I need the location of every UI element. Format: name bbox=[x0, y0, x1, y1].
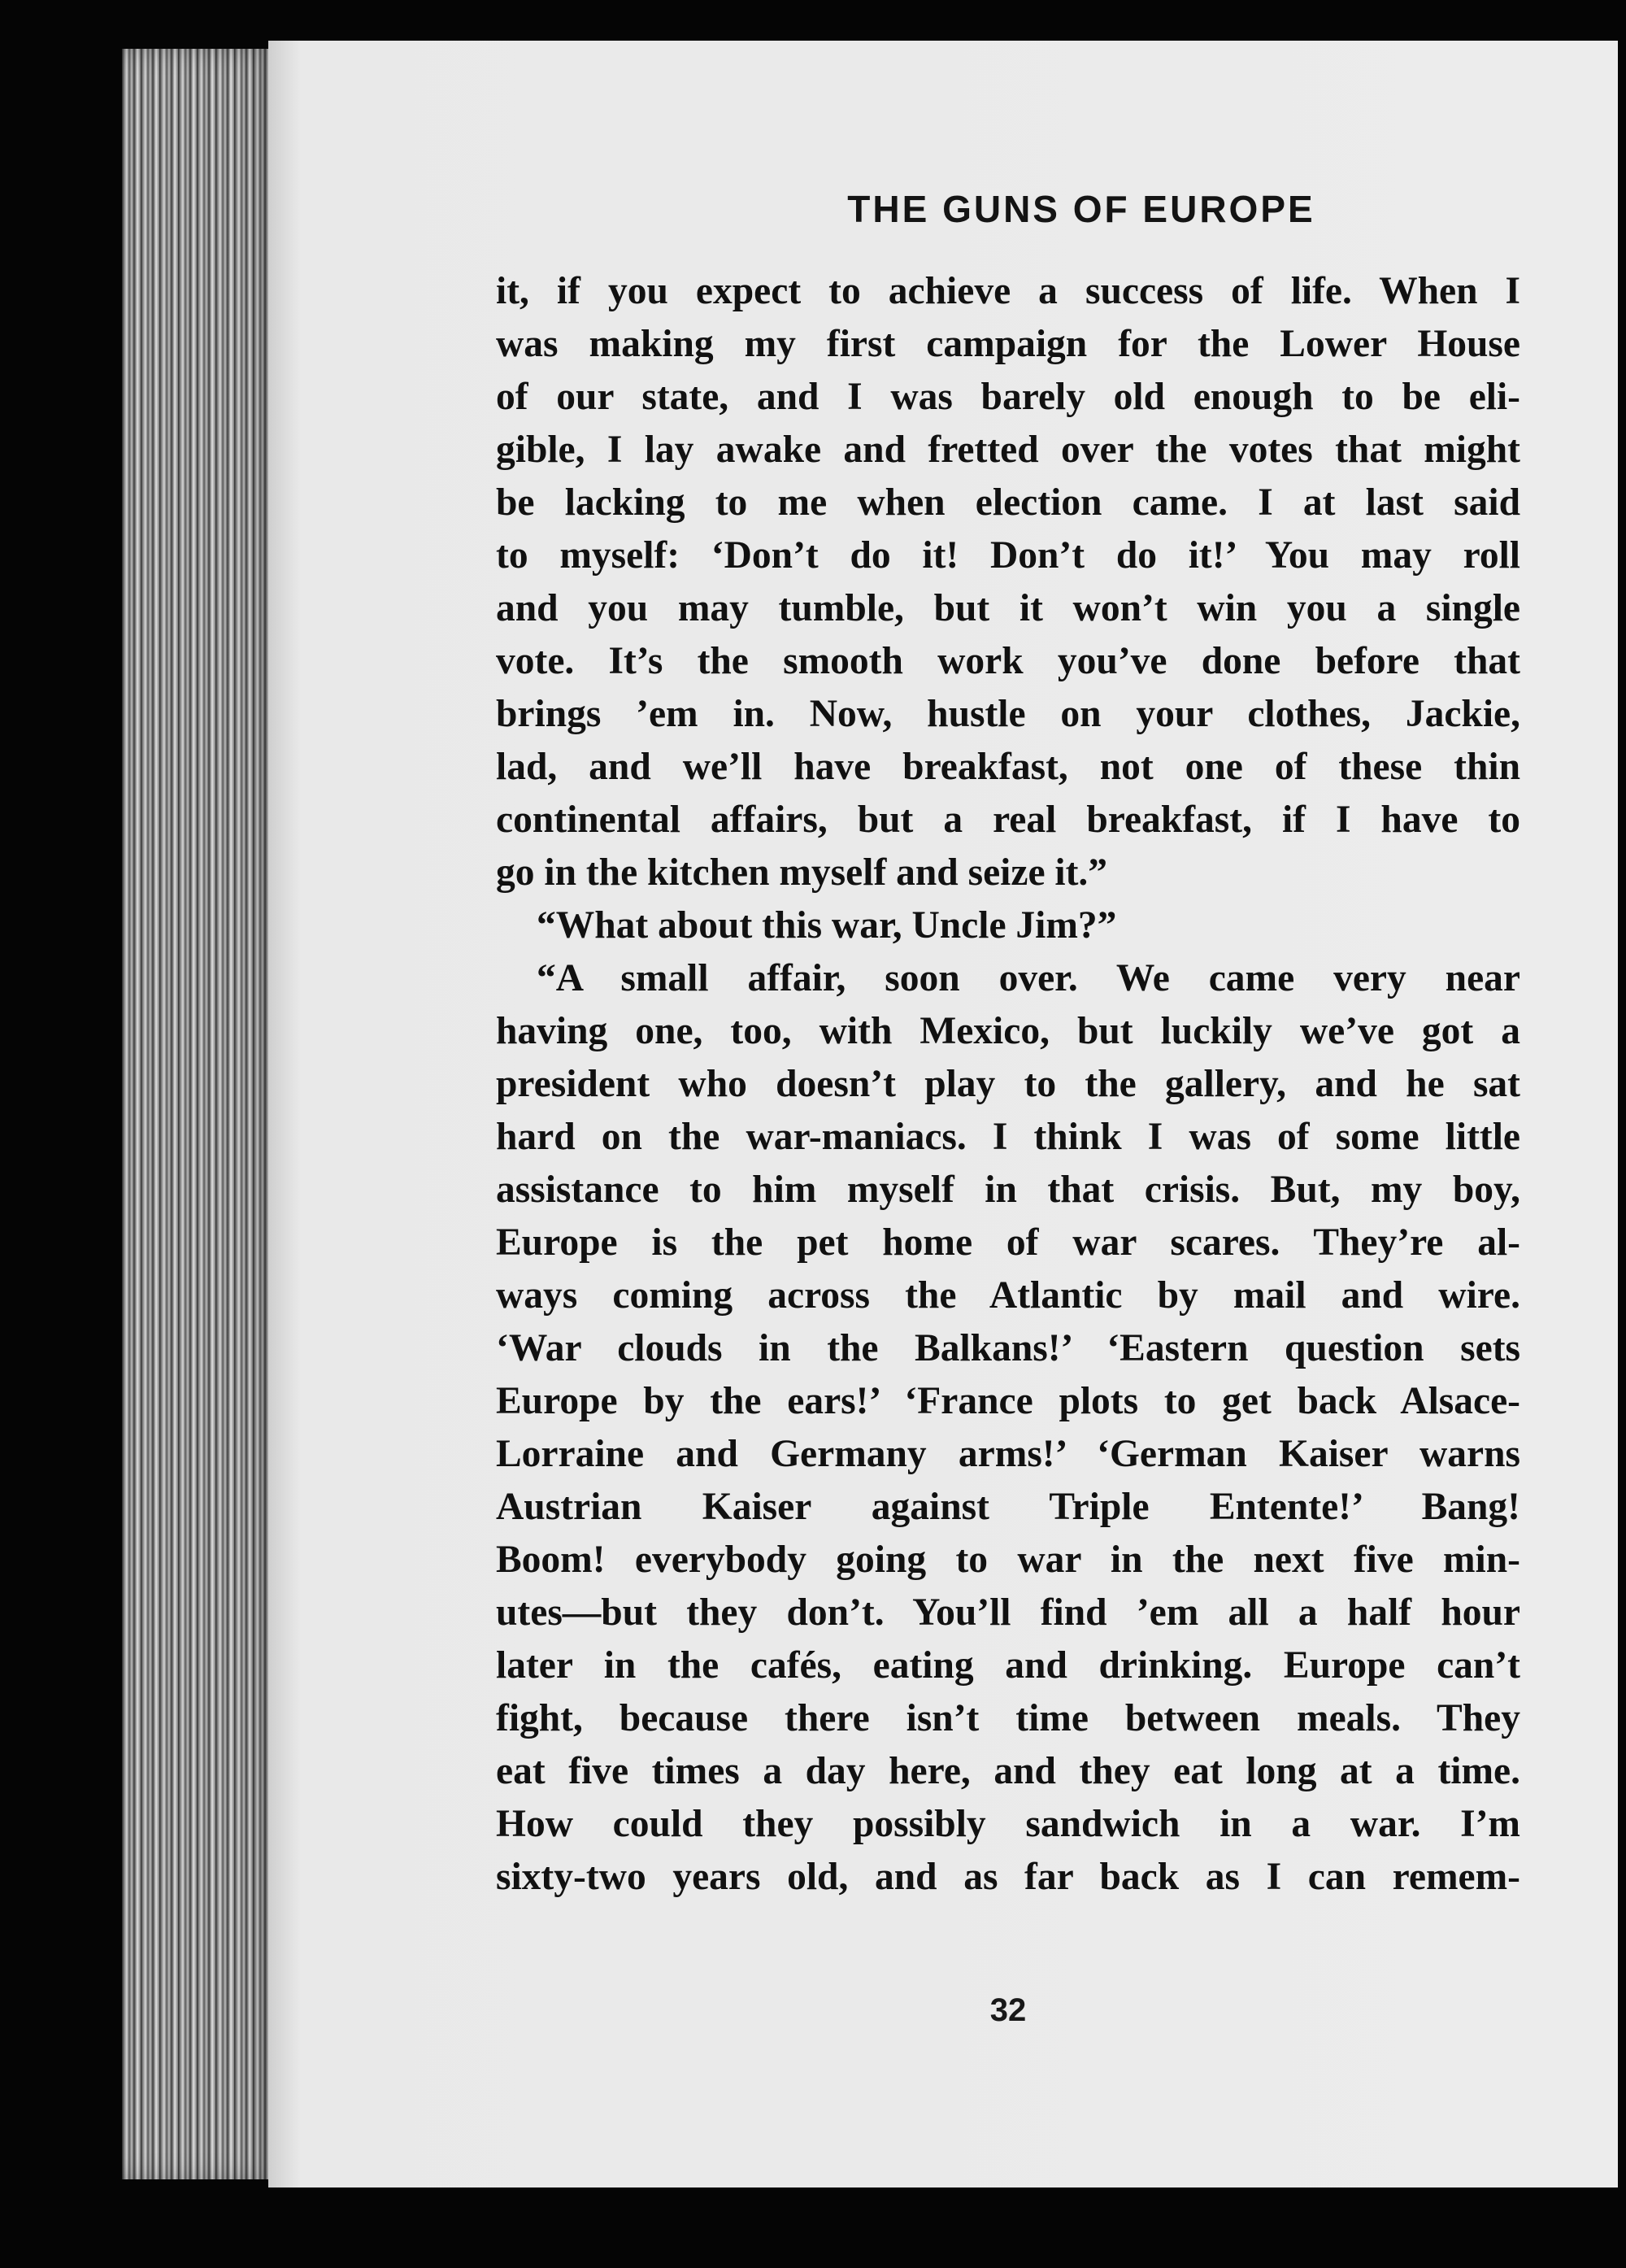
text-line: eat five times a day here, and they eat long at a time. bbox=[496, 1750, 1520, 1792]
text-line: ways coming across the Atlantic by mail and wire. bbox=[496, 1274, 1520, 1317]
text-line: hard on the war-maniacs. I think I was of some little bbox=[496, 1116, 1520, 1158]
body-text bbox=[496, 265, 1520, 1904]
page-content bbox=[496, 187, 1520, 2028]
text-line: and you may tumble, but it won’t win you a single bbox=[496, 587, 1520, 629]
text-line: How could they possibly sandwich in a war. I’m bbox=[496, 1803, 1520, 1845]
text-line: lad, and we’ll have breakfast, not one of these thin bbox=[496, 746, 1520, 788]
text-line: brings ’em in. Now, hustle on your clothes, Jackie, bbox=[496, 693, 1520, 735]
text-line: assistance to him myself in that crisis. But, my boy, bbox=[496, 1169, 1520, 1211]
text-line: Boom! everybody going to war in the next five min- bbox=[496, 1539, 1520, 1581]
running-head: THE GUNS OF EUROPE bbox=[847, 188, 1315, 230]
text-line: of our state, and I was barely old enough to be eli- bbox=[496, 376, 1520, 418]
text-line: Lorraine and Germany arms!’ ‘German Kaiser warns bbox=[496, 1433, 1520, 1475]
text-line: vote. It’s the smooth work you’ve done before that bbox=[496, 640, 1520, 682]
page-edges-stack bbox=[122, 49, 276, 2179]
text-line: later in the cafés, eating and drinking. Europe can’t bbox=[496, 1644, 1520, 1687]
text-line: ‘War clouds in the Balkans!’ ‘Eastern question sets bbox=[496, 1327, 1520, 1369]
text-line: gible, I lay awake and fretted over the votes that might bbox=[496, 429, 1520, 471]
text-line: to myself: ‘Don’t do it! Don’t do it!’ You may roll bbox=[496, 534, 1520, 577]
text-line: Austrian Kaiser against Triple Entente!’ Bang! bbox=[496, 1486, 1520, 1528]
text-line: was making my first campaign for the Lower House bbox=[496, 323, 1520, 365]
text-line: president who doesn’t play to the gallery, and he sat bbox=[496, 1063, 1520, 1105]
text-line: Europe by the ears!’ ‘France plots to get back Alsace- bbox=[496, 1380, 1520, 1422]
text-line: “What about this war, Uncle Jim?” bbox=[537, 904, 1117, 947]
text-line: continental affairs, but a real breakfast, if I have to bbox=[496, 799, 1520, 841]
text-line: go in the kitchen myself and seize it.” bbox=[496, 851, 1108, 894]
text-line: it, if you expect to achieve a success of life. When I bbox=[496, 270, 1520, 312]
text-line: having one, too, with Mexico, but luckily we’ve got a bbox=[496, 1010, 1520, 1052]
text-line: fight, because there isn’t time between meals. They bbox=[496, 1697, 1520, 1739]
page-number: 32 bbox=[989, 1992, 1027, 2028]
text-line: be lacking to me when election came. I at last said bbox=[496, 481, 1520, 524]
text-line: utes—but they don’t. You’ll find ’em all a half hour bbox=[496, 1591, 1520, 1634]
text-line: sixty-two years old, and as far back as I can remem- bbox=[496, 1856, 1520, 1898]
text-line: “A small affair, soon over. We came very near bbox=[537, 957, 1520, 999]
book-page bbox=[268, 41, 1618, 2187]
text-line: Europe is the pet home of war scares. They’re al- bbox=[496, 1221, 1520, 1264]
